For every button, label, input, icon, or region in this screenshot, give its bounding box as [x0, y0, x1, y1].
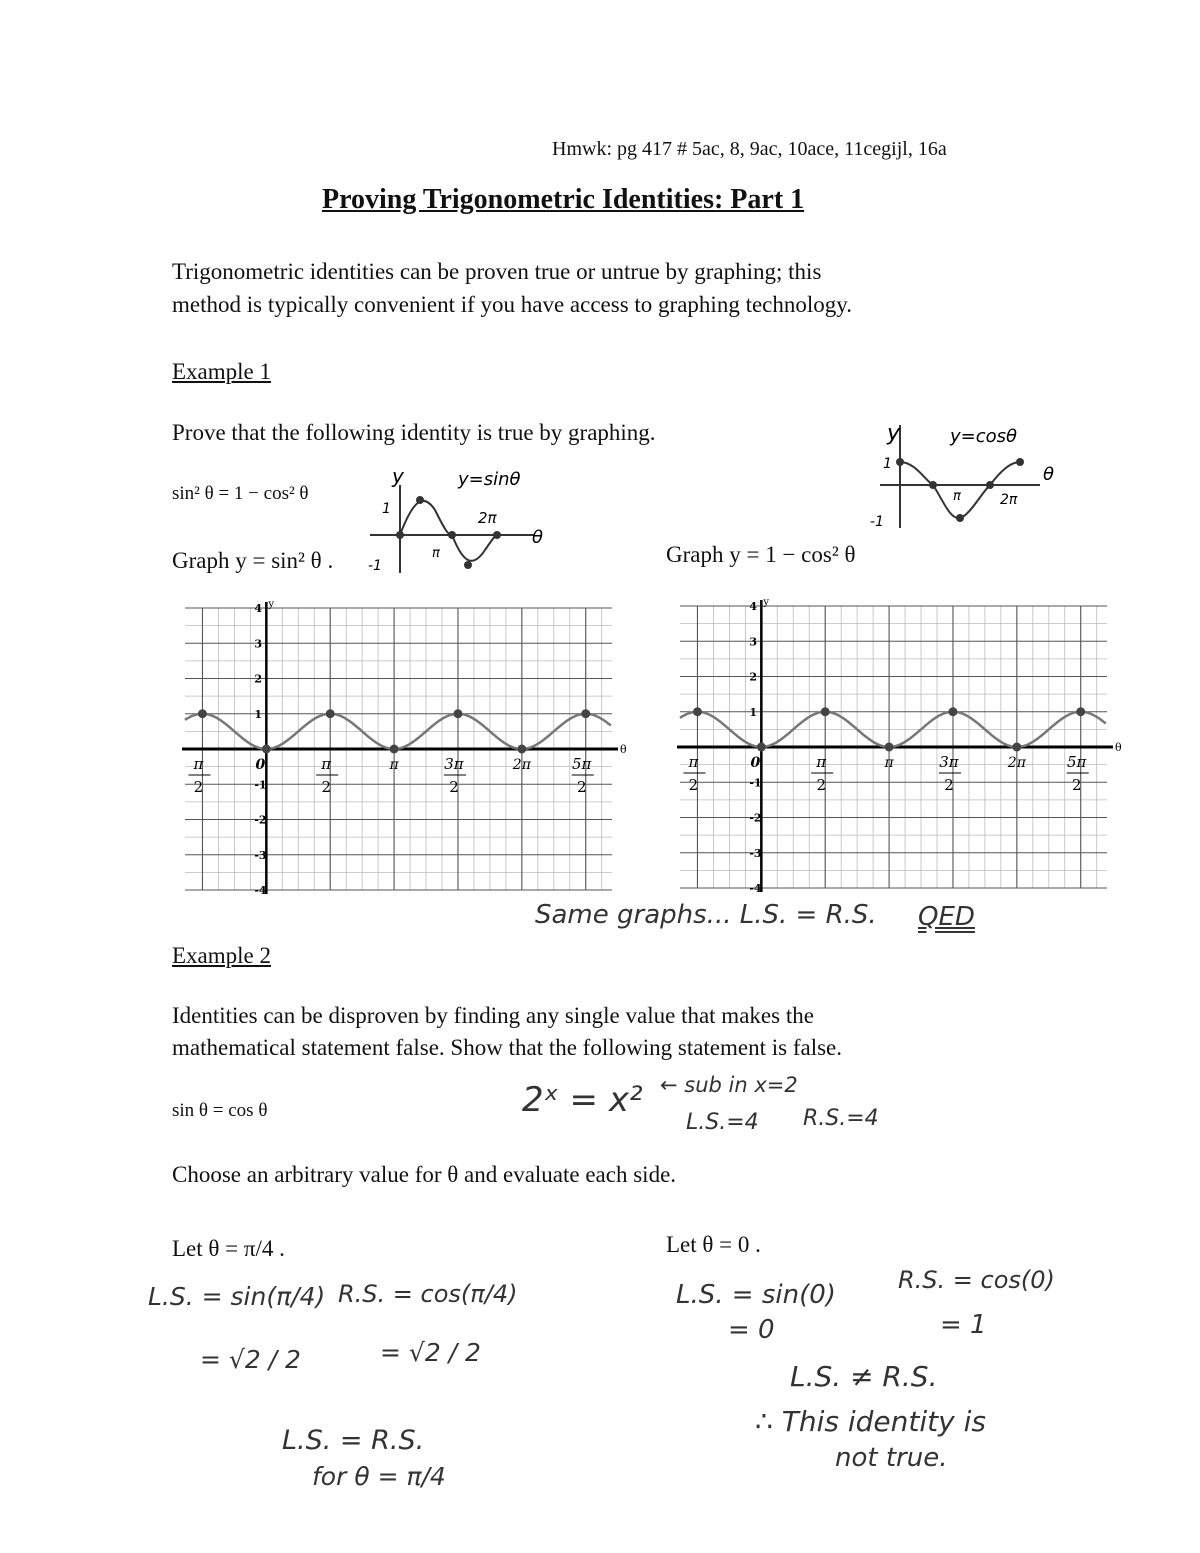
side-ls: L.S.=4	[686, 1110, 759, 1135]
sketch-right-eq: y=cosθ	[950, 426, 1018, 447]
x-tick-label	[750, 755, 760, 771]
x-tick-denominator: 2	[816, 776, 826, 794]
data-point	[757, 743, 766, 752]
sketch-right-y: y	[887, 421, 901, 446]
x-tick-label	[1067, 753, 1089, 794]
x-tick-label	[939, 753, 961, 794]
x-tick-label	[683, 753, 705, 794]
graph-one-minus-cos-squared	[675, 598, 1125, 893]
x-axis-label: θ	[1115, 741, 1122, 754]
right-rs-value: = 1	[940, 1310, 987, 1340]
left-rs: R.S. = cos(π/4)	[338, 1280, 518, 1308]
x-tick-numerator: 3π	[939, 753, 959, 771]
y-tick-label: -4	[254, 884, 267, 895]
y-tick-label: 3	[254, 637, 262, 651]
x-tick-numerator: 3π	[444, 755, 464, 773]
y-tick-label: 2	[749, 670, 757, 684]
left-result: L.S. = R.S.	[282, 1425, 425, 1456]
sketch-left-one: 1	[382, 501, 391, 517]
left-let: Let θ = π/4 .	[172, 1236, 285, 1261]
y-tick-label: 4	[749, 600, 757, 613]
y-tick-label: -3	[749, 846, 762, 860]
sketch-right-theta: θ	[1043, 464, 1055, 485]
x-tick-denominator: 2	[193, 778, 204, 796]
x-tick-label-text: 2π	[1007, 755, 1026, 771]
x-tick-numerator: 5π	[572, 755, 592, 773]
data-point	[390, 745, 399, 754]
x-tick-numerator: π	[816, 753, 827, 771]
x-tick-denominator: 2	[576, 778, 587, 796]
example-2-line-1: Identities can be disproven by finding any single value that makes the	[172, 1003, 814, 1028]
page-title: Proving Trigonometric Identities: Part 1	[322, 184, 805, 215]
right-result: L.S. ≠ R.S.	[790, 1360, 938, 1393]
right-conclusion-2: not true.	[835, 1443, 948, 1473]
x-tick-denominator: 2	[321, 778, 331, 796]
x-axis-label: θ	[620, 743, 627, 756]
example-2-instruction: Choose an arbitrary value for θ and evaluate each side.	[172, 1162, 677, 1187]
y-tick-label: 3	[749, 635, 757, 649]
sketch-right-pi: π	[953, 489, 961, 504]
x-tick-label-text: 0	[255, 757, 266, 773]
sketch-left-2pi: 2π	[478, 509, 497, 527]
x-tick-label	[883, 755, 894, 771]
x-tick-label	[444, 755, 466, 796]
side-note: ← sub in x=2	[660, 1073, 798, 1097]
sine-sketch	[360, 455, 560, 575]
intro-line-1: Trigonometric identities can be proven true or untrue by graphing; this	[172, 259, 822, 284]
x-tick-label	[316, 755, 338, 796]
side-rs: R.S.=4	[803, 1106, 879, 1131]
x-tick-numerator: 5π	[1067, 753, 1087, 771]
example-2-line-2: mathematical statement false. Show that the following statement is false.	[172, 1035, 843, 1060]
y-tick-label: 2	[254, 672, 262, 686]
x-tick-label-text: 2π	[512, 757, 531, 773]
y-tick-label: 1	[749, 705, 757, 719]
x-tick-numerator: π	[321, 755, 332, 773]
y-tick-label: 1	[254, 707, 262, 721]
sketch-left-pi: π	[432, 546, 440, 561]
y-tick-label: -1	[254, 778, 267, 792]
data-point	[262, 745, 271, 754]
graph-left-label: Graph y = sin² θ .	[172, 548, 334, 573]
x-tick-numerator: π	[193, 755, 204, 773]
example-1-identity: sin² θ = 1 − cos² θ	[172, 483, 309, 504]
left-for: for θ = π/4	[312, 1462, 446, 1491]
graph-sin-squared	[180, 600, 630, 895]
example-2-statement: sin θ = cos θ	[172, 1100, 268, 1121]
x-tick-label	[1007, 755, 1027, 771]
x-tick-label	[512, 757, 532, 773]
intro-line-2: method is typically convenient if you have access to graphing technology.	[172, 292, 853, 317]
y-tick-label: -2	[254, 813, 267, 827]
x-tick-numerator: π	[688, 753, 699, 771]
x-tick-denominator: 2	[449, 778, 459, 796]
example-1-conclusion: Same graphs... L.S. = R.S.	[535, 900, 877, 930]
y-tick-label: -4	[749, 882, 762, 893]
y-tick-label: -1	[749, 776, 762, 790]
left-ls-value: = √2 / 2	[200, 1345, 301, 1374]
example-1-prompt: Prove that the following identity is true by graphing.	[172, 420, 656, 445]
y-tick-label: -2	[749, 811, 762, 825]
right-rs: R.S. = cos(0)	[898, 1266, 1055, 1294]
data-point	[1012, 743, 1021, 752]
y-tick-label: 4	[254, 602, 262, 615]
x-tick-denominator: 2	[944, 776, 954, 794]
sketch-right-neg-one: -1	[870, 514, 884, 530]
sketch-left-eq: y=sinθ	[458, 469, 521, 490]
x-tick-label	[572, 755, 594, 796]
data-point	[517, 745, 526, 754]
x-tick-label	[188, 755, 210, 796]
homework-line: Hmwk: pg 417 # 5ac, 8, 9ac, 10ace, 11cegijl, 16a	[552, 138, 947, 160]
data-point	[885, 743, 894, 752]
data-point	[948, 707, 957, 716]
x-tick-label	[388, 757, 399, 773]
sketch-right-2pi: 2π	[1000, 492, 1018, 508]
x-tick-label	[255, 757, 265, 773]
sketch-left-theta: θ	[532, 527, 544, 548]
cosine-sketch	[865, 400, 1065, 535]
x-tick-denominator: 2	[688, 776, 699, 794]
data-point	[581, 709, 590, 718]
example-2-heading: Example 2	[172, 943, 271, 968]
x-tick-label-text: 0	[750, 755, 761, 771]
data-point	[1076, 707, 1085, 716]
qed-mark: QED	[918, 902, 975, 932]
sketch-right-one: 1	[883, 456, 892, 472]
y-axis-label: y	[268, 600, 274, 610]
x-tick-label	[811, 753, 833, 794]
right-ls-value: = 0	[728, 1315, 775, 1345]
data-point	[326, 709, 335, 718]
y-tick-label: -3	[254, 848, 267, 862]
right-ls: L.S. = sin(0)	[676, 1280, 836, 1310]
left-ls: L.S. = sin(π/4)	[148, 1282, 326, 1311]
data-point	[198, 709, 207, 718]
left-rs-value: = √2 / 2	[380, 1338, 481, 1367]
x-tick-label-text: π	[884, 755, 894, 771]
example-1-heading: Example 1	[172, 359, 271, 384]
data-point	[693, 707, 702, 716]
data-point	[821, 707, 830, 716]
graph-right-label: Graph y = 1 − cos² θ	[666, 542, 856, 567]
side-equation: 2ˣ = x²	[522, 1080, 643, 1120]
y-axis-label: y	[763, 598, 769, 608]
data-point	[453, 709, 462, 718]
right-conclusion-1: ∴ This identity is	[755, 1405, 986, 1438]
sketch-left-y: y	[392, 464, 404, 488]
right-let: Let θ = 0 .	[666, 1232, 761, 1257]
x-tick-denominator: 2	[1071, 776, 1082, 794]
x-tick-label-text: π	[389, 757, 399, 773]
sketch-left-neg-one: -1	[368, 558, 382, 574]
